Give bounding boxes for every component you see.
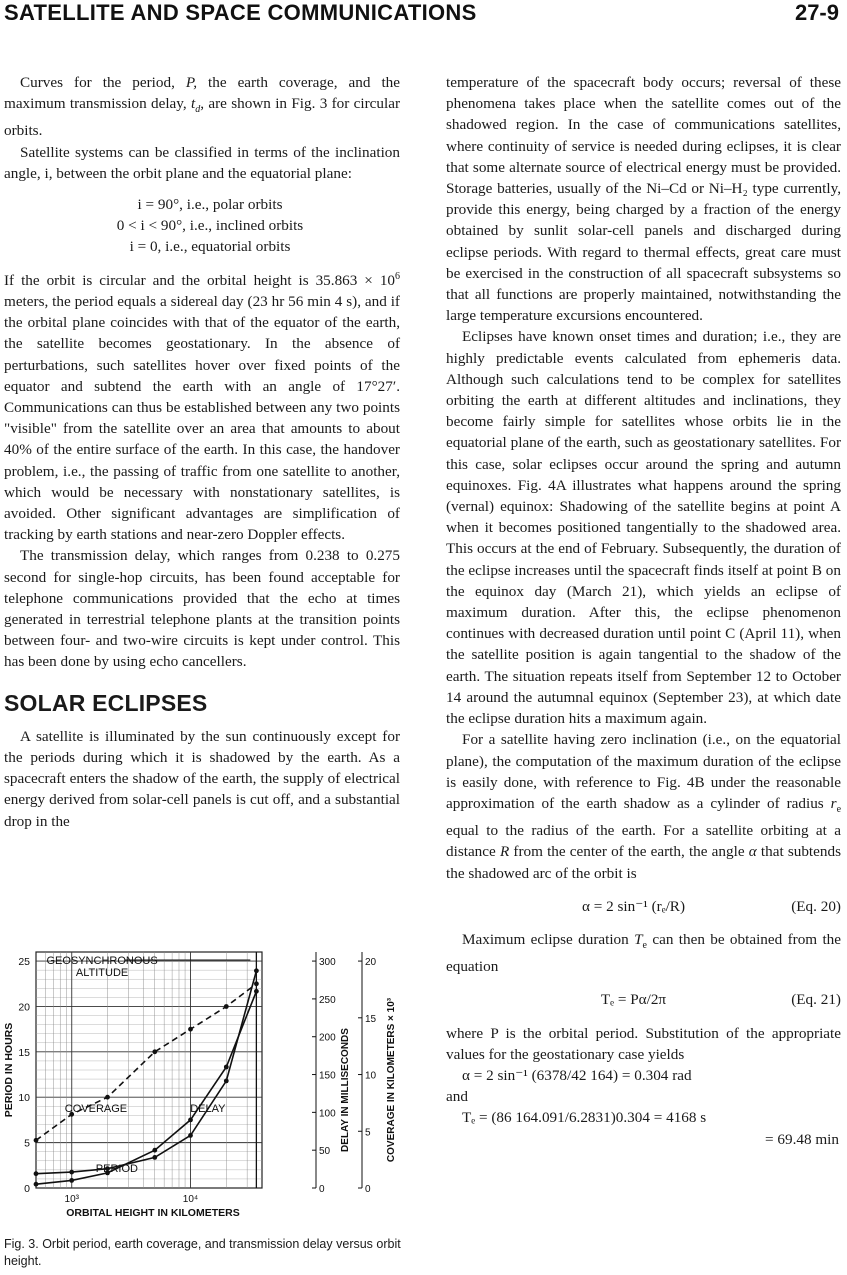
y-tick-left: 5 (24, 1137, 30, 1150)
calculation-te: Tₑ = (86 164.091/6.2831)0.304 = 4168 s (462, 1109, 707, 1127)
y-tick-left: 25 (18, 956, 30, 969)
y-tick-coverage: 10 (365, 1070, 377, 1082)
x-axis-label: ORBITAL HEIGHT IN KILOMETERS (66, 1207, 240, 1219)
page-number: 27-9 (794, 0, 839, 25)
paragraph: Satellite systems can be classified in terms of the inclination angle, i, between the orbit plane and the equatorial plane: (4, 143, 400, 182)
paragraph: temperature of the spacecraft body occurs; reversal of these phenomena takes place when the satellite comes out of the shadowed region. In the case of communications satellites, where continuity of service is needed during eclipses, it is clear that some alternate source of electrical energy must be provided. Storage batteries, usually of the Ni–Cd or Ni–H₂ type currently, provide this energy, being charged by a fraction of the energy obtained by sunlit solar-cell panels and discharged during eclipse periods. With regard to thermal effects, great care must be exercised in the construction of all spacecraft subsystems so that all functions are properly maintained, notwithstanding the large temperature excursions encountered. (446, 74, 841, 325)
y-tick-delay: 300 (319, 957, 336, 969)
y-tick-delay: 100 (319, 1108, 336, 1120)
left-column (4, 72, 400, 832)
y-tick-delay: 0 (319, 1184, 325, 1195)
y-tick-delay: 150 (319, 1070, 336, 1082)
paragraph-and: and (446, 1088, 468, 1106)
paragraph: Curves for the period, P, the earth coverage, and the maximum transmission delay, $t_d$, are shown in Fig. 3 for circular orbits. (4, 74, 401, 140)
calculation-minutes: = 69.48 min (765, 1130, 839, 1148)
data-point-delay (188, 1118, 193, 1123)
paragraph: For a satellite having zero inclination (i.e., on the equatorial plane), the computation of the maximum duration of the eclipse is easily done, with reference to Fig. 4B under the reasonable approximation of the earth shadow as a cylinder of radius $r_e$ equal to the radius of the earth. For a satellite orbiting at a distance R from the center of the earth, the angle α that subtends the shadowed arc of the orbit is (446, 731, 842, 882)
data-point-coverage (254, 981, 259, 986)
curve-label-period: PERIOD (95, 1163, 138, 1175)
calculation-alpha: α = 2 sin⁻¹ (6378/42 164) = 0.304 rad (462, 1067, 692, 1084)
equation-inclined: 0 < i < 90°, i.e., inclined orbits (116, 217, 304, 235)
running-header-title: SATELLITE AND SPACE COMMUNICATIONS (4, 0, 477, 25)
y-axis-label-delay: DELAY IN MILLISECONDS (340, 1028, 351, 1152)
right-column (446, 72, 841, 1150)
section-heading: SOLAR ECLIPSES (4, 689, 208, 716)
y-tick-left: 15 (18, 1046, 30, 1059)
curve-label-geosynchronous: GEOSYNCHRONOUS (46, 955, 158, 967)
y-tick-left: 0 (24, 1183, 30, 1195)
data-point-delay (152, 1148, 157, 1153)
paragraph: where P is the orbital period. Substitution of the appropriate values for the geostationary case yields (446, 1024, 841, 1063)
data-point-coverage (188, 1027, 193, 1032)
series-line-coverage (36, 984, 256, 1141)
data-point-coverage (224, 1004, 229, 1009)
series-line-delay (36, 991, 256, 1184)
chart-grid (36, 952, 362, 1188)
data-point-coverage (152, 1049, 157, 1054)
curve-label-coverage: COVERAGE (64, 1103, 128, 1115)
data-point-coverage (34, 1138, 39, 1143)
y-tick-coverage: 0 (365, 1184, 371, 1195)
data-point-period (34, 1171, 39, 1176)
x-tick: 10³ (64, 1194, 79, 1205)
y-tick-delay: 50 (319, 1146, 331, 1158)
curve-label-altitude: ALTITUDE (75, 967, 129, 979)
paragraph: Maximum eclipse duration $T_e$ can then be obtained from the equation (446, 930, 841, 976)
y-tick-left: 10 (18, 1092, 30, 1105)
y-tick-delay: 200 (319, 1032, 336, 1044)
paragraph: A satellite is illuminated by the sun continuously except for the periods during which it is shadowed by the earth. As a spacecraft enters the shadow of the earth, the supply of electrical energy derived from solar-cell panels is cut off, and a substantial drop in the (4, 727, 400, 830)
equation-polar: i = 90°, i.e., polar orbits (137, 196, 283, 214)
data-point-coverage (105, 1095, 110, 1100)
data-point-period (224, 1079, 229, 1084)
equation-equatorial: i = 0, i.e., equatorial orbits (129, 238, 291, 256)
paragraph: The transmission delay, which ranges from 0.238 to 0.275 second for single-hop circuits, has been found acceptable for telephone communications provided that the echo at times generated in terrestrial telephone plants at the transition points between four- and two-wire circuits is kept under control. This has been done by using echo cancellers. (4, 547, 400, 671)
data-point-period (254, 968, 259, 973)
y-tick-coverage: 5 (365, 1127, 371, 1139)
paragraph: If the orbit is circular and the orbital height is $35.863 \times 10^6$ meters, the period equals a sidereal day (23 hr 56 min 4 s), and if the orbital plane coincides with that of the equator of the earth, the satellite becomes geostationary. In the absence of perturbations, such satellites hover over fixed points of the equator and subtend the earth with an angle of 17°27′. Communications can thus be established between any two points "visible" from the satellite over an area that amounts to about 40% of the entire surface of the earth. In this case, the handover problem, i.e., the passing of traffic from one satellite to another, which would be necessary with nonstationary satellites, is avoided. Other significant advantages are simplification of tracking by earth stations and near-zero Doppler effects. (4, 270, 401, 544)
curve-label-delay: DELAY (190, 1103, 226, 1115)
y-axis-label-period: PERIOD IN HOURS (3, 1022, 15, 1118)
y-axis-label-coverage: COVERAGE IN KILOMETERS × 10³ (386, 997, 397, 1163)
y-tick-left: 20 (18, 1001, 30, 1014)
figure-3 (0, 944, 400, 1219)
x-tick: 10⁴ (182, 1194, 199, 1205)
equation-21: Tₑ = Pα/2π (Eq. 21) (600, 991, 841, 1009)
data-point-period (152, 1155, 157, 1160)
y-tick-coverage: 15 (365, 1013, 377, 1025)
paragraph: Eclipses have known onset times and duration; i.e., they are highly predictable events calculated from ephemeris data. Although such calculations tend to be complex for satellites orbiting the earth at different altitudes and inclinations, they become fairly simple for satellites whose orbits lie in the equatorial plane of the earth, such as geostationary satellites. For this case, solar eclipses occur around the spring and autumn equinoxes. Fig. 4A illustrates what happens around the spring (vernal) equinox: Shadowing of the satellite begins at point A when it becomes positioned tangentially to the shadowed area. This occurs at the end of February. Subsequently, the duration of the eclipse increases until the spacecraft finds itself at point B on the equinox day (March 21), which yields an eclipse of maximum duration. After this, the eclipse phenomenon continues with decreased duration until point C (April 11), when the satellite position is again tangential to the shadow of the earth. The situation repeats itself from September 12 to October 14 around the autumnal equinox (September 23), at which date the eclipse duration hits a maximum again. (446, 328, 841, 728)
y-tick-delay: 250 (319, 994, 336, 1006)
equation-20: α = 2 sin⁻¹ (rₑ/R) (Eq. 20) (581, 897, 841, 915)
data-point-period (188, 1133, 193, 1138)
data-point-delay (224, 1065, 229, 1070)
chart-labels (3, 955, 397, 1219)
data-point-delay (34, 1182, 39, 1187)
orbit-chart (0, 944, 400, 1219)
figure-caption: Fig. 3. Orbit period, earth coverage, and transmission delay versus orbit height. (4, 1237, 401, 1268)
data-point-delay (69, 1178, 74, 1183)
data-point-delay (254, 989, 259, 994)
y-tick-coverage: 20 (365, 957, 377, 969)
data-point-period (69, 1170, 74, 1175)
